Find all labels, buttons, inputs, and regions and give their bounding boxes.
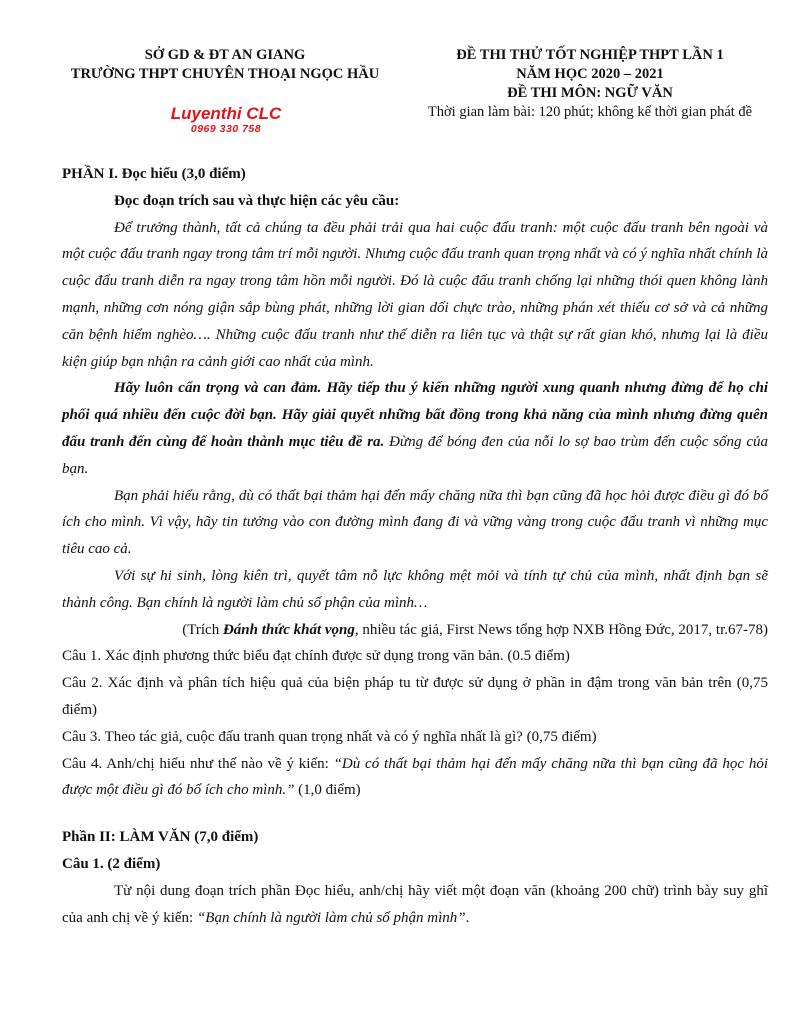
essay-question-1 xyxy=(62,878,768,932)
question-1: Câu 1. Xác định phương thức biểu đạt chính được sử dụng trong văn bản. (0.5 điểm) xyxy=(62,648,570,665)
section-spacer xyxy=(62,804,768,824)
question-2: Câu 2. Xác định và phân tích hiệu quả của biện pháp tu từ được sử dụng ở phần in đậm trong văn bản trên (0,75 điểm) xyxy=(62,675,768,718)
source-title: Đánh thức khát vọng xyxy=(222,621,355,638)
question-4 xyxy=(62,751,768,805)
source-rest: , nhiều tác giả, First News tổng hợp NXB Hồng Đức, 2017, tr.67-78) xyxy=(354,621,768,638)
exam-content xyxy=(62,161,768,931)
part1-heading: PHẦN I. Đọc hiểu (3,0 điểm) xyxy=(62,166,246,182)
passage-paragraph-2-rest: Đừng để bóng đen của nỗi lo sợ bao trùm đến cuộc sống của bạn. xyxy=(62,433,768,477)
part1-instruction: Đọc đoạn trích sau và thực hiện các yêu cầu: xyxy=(114,192,400,209)
passage-source xyxy=(62,617,768,644)
part2-heading: Phần II: LÀM VĂN (7,0 điểm) xyxy=(62,829,259,846)
school-year: NĂM HỌC 2020 – 2021 xyxy=(516,66,664,82)
school-name: TRƯỜNG THPT CHUYÊN THOẠI NGỌC HẦU xyxy=(70,66,380,82)
logo-phone: 0969 330 758 xyxy=(190,123,262,135)
passage-paragraph-4: Với sự hi sinh, lòng kiên trì, quyết tâm nỗ lực không mệt mỏi và tính tự chủ của mình, nhất định bạn sẽ thành công. Bạn chính là người làm chủ số phận của mình… xyxy=(62,567,768,611)
watermark-logo xyxy=(146,104,306,135)
exam-title: ĐỀ THI THỬ TỐT NGHIỆP THPT LẦN 1 xyxy=(456,47,724,63)
department-name: SỞ GD & ĐT AN GIANG xyxy=(144,47,306,63)
question-4-quote: “Dù có thất bại thảm hại đến mấy chăng nữa thì bạn cũng đã học hỏi được một điều gì đó bổ ích cho mình.” xyxy=(62,755,768,799)
exam-header xyxy=(400,46,780,122)
passage-bold-text: Hãy luôn cẩn trọng và can đảm. Hãy tiếp thu ý kiến những người xung quanh nhưng đừng để họ chi phối quá nhiều đến cuộc đời bạn. Hãy giải quyết những bất đồng trong khả năng của mình nhưng đừng quên đấu tranh đến cùng để hoàn thành mục tiêu đề ra. xyxy=(62,380,768,450)
source-prefix: (Trích xyxy=(182,621,223,638)
exam-duration: Thời gian làm bài: 120 phút; không kể thời gian phát đề xyxy=(427,104,753,120)
question-4-prefix: Câu 4. Anh/chị hiểu như thế nào về ý kiến: xyxy=(62,755,334,772)
question-4-suffix: (1,0 điểm) xyxy=(294,782,361,799)
school-header xyxy=(40,46,410,84)
essay-question-1-heading: Câu 1. (2 điểm) xyxy=(62,855,161,872)
logo-name: Luyenthi CLC xyxy=(170,104,282,123)
passage-paragraph-3: Bạn phải hiểu rằng, dù có thất bại thảm hại đến mấy chăng nữa thì bạn cũng đã học hỏi được điều gì đó bổ ích cho mình. Vì vậy, hãy tin tưởng vào con đường mình đang đi và vững vàng trong cuộc đấu tranh vì những mục tiêu cao cả. xyxy=(62,487,768,558)
question-3: Câu 3. Theo tác giả, cuộc đấu tranh quan trọng nhất và có ý nghĩa nhất là gì? (0,75 điểm) xyxy=(62,728,597,745)
passage-paragraph-2 xyxy=(62,375,768,482)
essay-question-1-text: Từ nội dung đoạn trích phần Đọc hiểu, anh/chị hãy viết một đoạn văn (khoảng 200 chữ) trình bày suy ghĩ của anh chị về ý kiến: xyxy=(62,882,768,926)
essay-question-1-quote: “Bạn chính là người làm chủ số phận mình” xyxy=(196,909,466,926)
passage-paragraph-1: Để trưởng thành, tất cả chúng ta đều phải trải qua hai cuộc đấu tranh: một cuộc đấu tranh bên ngoài và một cuộc đấu tranh ngay trong tâm trí mỗi người. Nhưng cuộc đấu tranh quan trọng nhất và có ý nghĩa nhất chính là cuộc đấu tranh diễn ra ngay trong tâm hồn mỗi người. Đó là cuộc đấu tranh chống lại những thói quen không lành mạnh, những cơn nóng giận sắp bùng phát, những lời gian dối chực trào, những phán xét thiếu cơ sở và cả những căn bệnh hiểm nghèo…. Những cuộc đấu tranh như thế diễn ra liên tục và thật sự rất gian khó, nhưng lại là điều kiện giúp bạn nhận ra cảnh giới cao nhất của mình. xyxy=(62,219,768,370)
exam-subject: ĐỀ THI MÔN: NGỮ VĂN xyxy=(507,85,673,101)
essay-question-1-end: . xyxy=(465,909,470,926)
